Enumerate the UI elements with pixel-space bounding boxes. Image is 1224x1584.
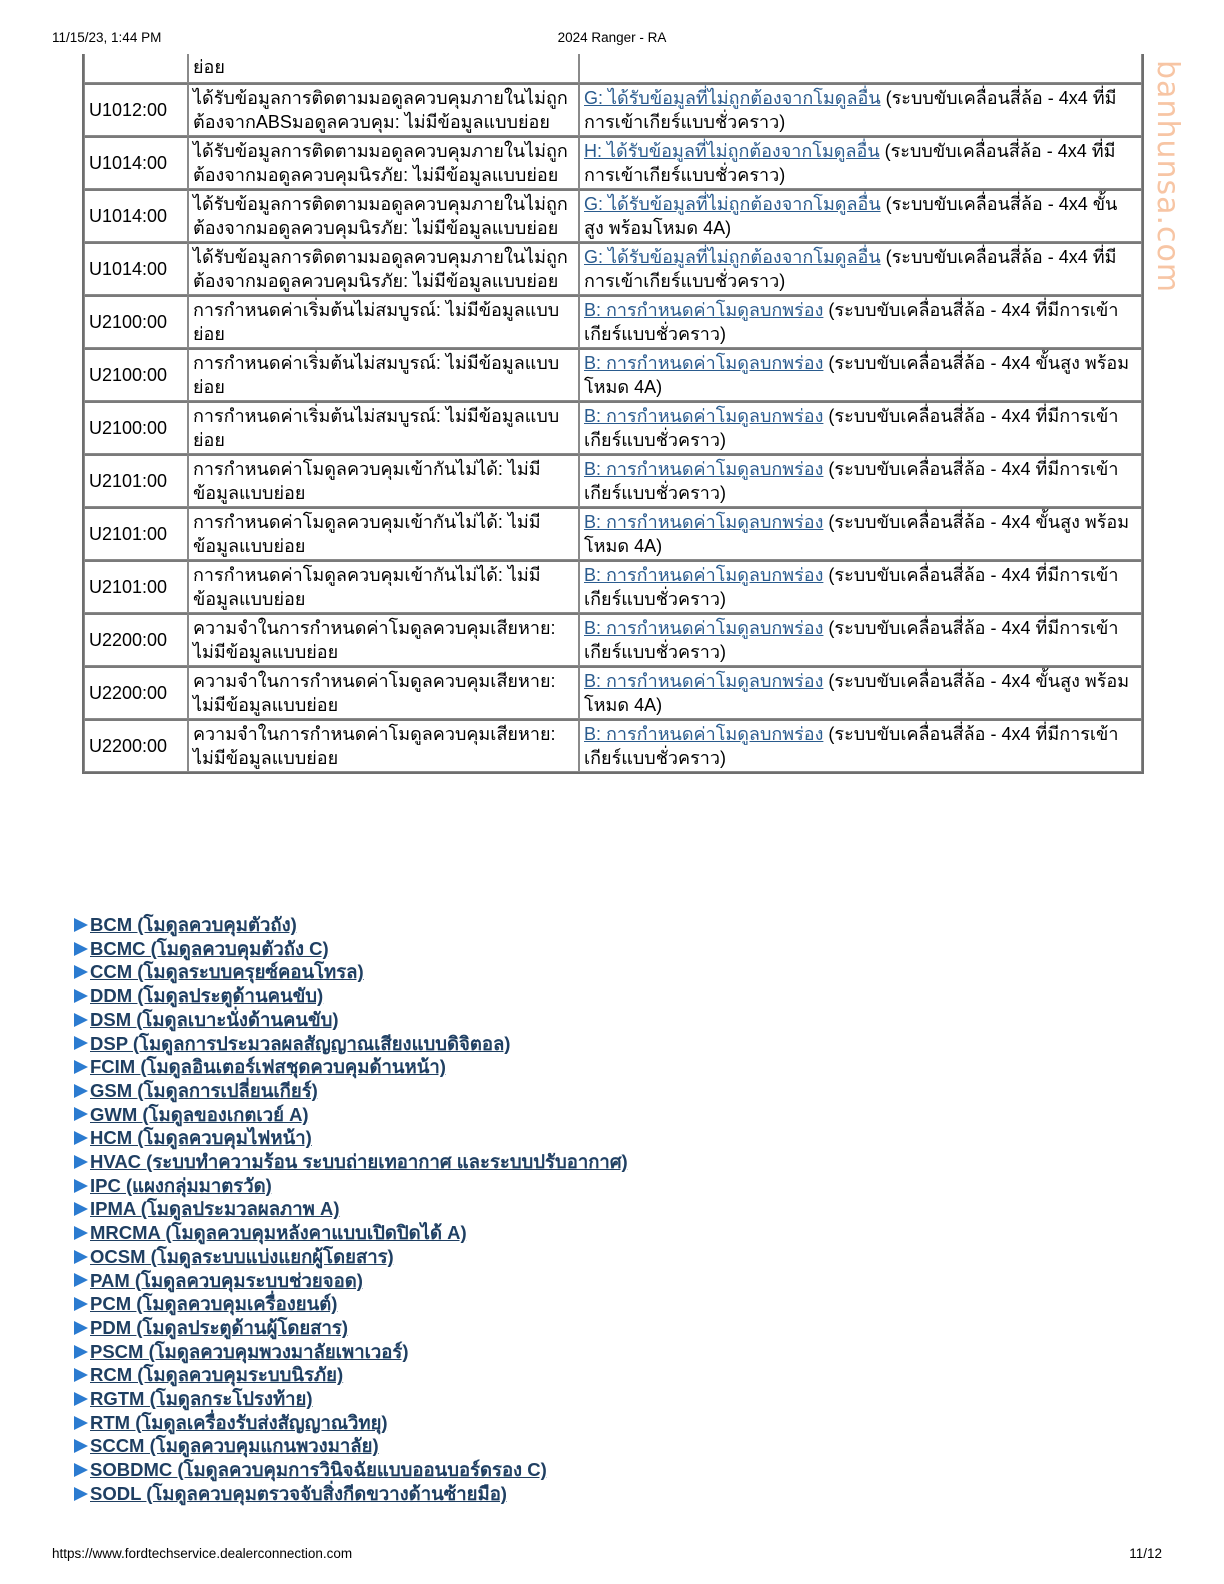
module-link[interactable]: PDM (โมดูลประตูด้านผู้โดยสาร) <box>90 1316 348 1338</box>
table-row <box>84 136 1142 189</box>
module-link[interactable]: HCM (โมดูลควบคุมไฟหน้า) <box>90 1127 312 1149</box>
module-list-item <box>74 1340 628 1364</box>
table-row <box>84 242 1142 295</box>
dtc-action-cell <box>579 54 1142 83</box>
module-link[interactable]: SODL (โมดูลควบคุมตรวจจับสิ่งกีดขวางด้านซ้ายมือ) <box>90 1482 507 1504</box>
module-list-item <box>74 1079 628 1103</box>
dtc-action-cell <box>579 242 1142 295</box>
dtc-description-cell: ความจำในการกำหนดค่าโมดูลควบคุมเสียหาย: ไม่มีข้อมูลแบบย่อย <box>188 666 579 719</box>
drivetrain-variant-note: (ระบบขับเคลื่อนสี่ล้อ - 4x4 ขั้นสูง พร้อมโหมด 4A) <box>584 353 1130 397</box>
pinpoint-test-link[interactable]: B: การกำหนดค่าโมดูลบกพร่อง <box>584 459 824 479</box>
module-link[interactable]: FCIM (โมดูลอินเตอร์เฟสชุดควบคุมด้านหน้า) <box>90 1056 446 1078</box>
table-row <box>84 401 1142 454</box>
module-list-item <box>74 1482 628 1506</box>
pinpoint-test-link[interactable]: H: ได้รับข้อมูลที่ไม่ถูกต้องจากโมดูลอื่น <box>584 141 880 161</box>
module-link[interactable]: CCM (โมดูลระบบครุยซ์คอนโทรล) <box>90 961 364 983</box>
drivetrain-variant-note: (ระบบขับเคลื่อนสี่ล้อ - 4x4 ที่มีการเข้าเกียร์แบบชั่วคราว) <box>584 724 1119 768</box>
print-header <box>52 30 1172 48</box>
module-list-item <box>74 960 628 984</box>
table-row-continued <box>84 54 1142 83</box>
expand-triangle-icon[interactable] <box>74 989 88 1003</box>
expand-triangle-icon[interactable] <box>74 1392 88 1406</box>
table-row <box>84 454 1142 507</box>
dtc-code-cell: U2101:00 <box>84 454 188 507</box>
table-row <box>84 189 1142 242</box>
print-datetime: 11/15/23, 1:44 PM <box>52 30 162 45</box>
expand-triangle-icon[interactable] <box>74 1036 88 1050</box>
expand-triangle-icon[interactable] <box>74 1321 88 1335</box>
module-link[interactable]: RTM (โมดูลเครื่องรับส่งสัญญาณวิทยุ) <box>90 1411 388 1433</box>
pinpoint-test-link[interactable]: G: ได้รับข้อมูลที่ไม่ถูกต้องจากโมดูลอื่น <box>584 247 881 267</box>
expand-triangle-icon[interactable] <box>74 918 88 932</box>
pinpoint-test-link[interactable]: G: ได้รับข้อมูลที่ไม่ถูกต้องจากโมดูลอื่น <box>584 194 881 214</box>
drivetrain-variant-note: (ระบบขับเคลื่อนสี่ล้อ - 4x4 ขั้นสูง พร้อมโหมด 4A) <box>584 512 1130 556</box>
dtc-description-cell: การกำหนดค่าเริ่มต้นไม่สมบูรณ์: ไม่มีข้อมูลแบบย่อย <box>188 295 579 348</box>
dtc-description-cell: การกำหนดค่าเริ่มต้นไม่สมบูรณ์: ไม่มีข้อมูลแบบย่อย <box>188 348 579 401</box>
module-link[interactable]: RGTM (โมดูลกระโปรงท้าย) <box>90 1388 313 1410</box>
module-list-item <box>74 913 628 937</box>
pinpoint-test-link[interactable]: B: การกำหนดค่าโมดูลบกพร่อง <box>584 406 824 426</box>
module-link-list <box>74 913 628 1506</box>
dtc-action-cell <box>579 136 1142 189</box>
module-list-item <box>74 1032 628 1056</box>
page-number: 11/12 <box>1129 1546 1162 1561</box>
expand-triangle-icon[interactable] <box>74 1155 88 1169</box>
pinpoint-test-link[interactable]: B: การกำหนดค่าโมดูลบกพร่อง <box>584 512 824 532</box>
expand-triangle-icon[interactable] <box>74 1179 88 1193</box>
expand-triangle-icon[interactable] <box>74 1416 88 1430</box>
dtc-code-cell: U1014:00 <box>84 189 188 242</box>
drivetrain-variant-note: (ระบบขับเคลื่อนสี่ล้อ - 4x4 ขั้นสูง พร้อมโหมด 4A) <box>584 671 1130 715</box>
dtc-table <box>82 54 1144 774</box>
dtc-action-cell <box>579 295 1142 348</box>
dtc-description-cell: ความจำในการกำหนดค่าโมดูลควบคุมเสียหาย: ไม่มีข้อมูลแบบย่อย <box>188 719 579 772</box>
drivetrain-variant-note: (ระบบขับเคลื่อนสี่ล้อ - 4x4 ที่มีการเข้าเกียร์แบบชั่วคราว) <box>584 406 1119 450</box>
module-link[interactable]: OCSM (โมดูลระบบแบ่งแยกผู้โดยสาร) <box>90 1245 394 1267</box>
module-link[interactable]: GWM (โมดูลของเกตเวย์ A) <box>90 1103 309 1125</box>
module-list-item <box>74 1316 628 1340</box>
expand-triangle-icon[interactable] <box>74 1013 88 1027</box>
dtc-code-cell: U1012:00 <box>84 83 188 136</box>
dtc-action-cell <box>579 348 1142 401</box>
print-url: https://www.fordtechservice.dealerconnection.com <box>52 1546 353 1561</box>
dtc-code-cell: U1014:00 <box>84 242 188 295</box>
dtc-description-cell: การกำหนดค่าโมดูลควบคุมเข้ากันไม่ได้: ไม่มีข้อมูลแบบย่อย <box>188 507 579 560</box>
module-link[interactable]: PCM (โมดูลควบคุมเครื่องยนต์) <box>90 1293 338 1315</box>
pinpoint-test-link[interactable]: G: ได้รับข้อมูลที่ไม่ถูกต้องจากโมดูลอื่น <box>584 88 881 108</box>
expand-triangle-icon[interactable] <box>74 1273 88 1287</box>
module-link[interactable]: DSP (โมดูลการประมวลผลสัญญาณเสียงแบบดิจิตอล) <box>90 1032 511 1054</box>
dtc-action-cell <box>579 613 1142 666</box>
drivetrain-variant-note: (ระบบขับเคลื่อนสี่ล้อ - 4x4 ที่มีการเข้าเกียร์แบบชั่วคราว) <box>584 247 1117 291</box>
module-list-item <box>74 1103 628 1127</box>
dtc-action-cell <box>579 189 1142 242</box>
drivetrain-variant-note: (ระบบขับเคลื่อนสี่ล้อ - 4x4 ที่มีการเข้าเกียร์แบบชั่วคราว) <box>584 618 1119 662</box>
expand-triangle-icon[interactable] <box>74 1084 88 1098</box>
expand-triangle-icon[interactable] <box>74 1463 88 1477</box>
table-row <box>84 348 1142 401</box>
module-link[interactable]: PAM (โมดูลควบคุมระบบช่วยจอด) <box>90 1269 363 1291</box>
dtc-code-cell: U2101:00 <box>84 560 188 613</box>
expand-triangle-icon[interactable] <box>74 1226 88 1240</box>
dtc-code-cell: U2100:00 <box>84 295 188 348</box>
module-list-item <box>74 1458 628 1482</box>
drivetrain-variant-note: (ระบบขับเคลื่อนสี่ล้อ - 4x4 ขั้นสูง พร้อมโหมด 4A) <box>584 194 1118 238</box>
module-link[interactable]: BCM (โมดูลควบคุมตัวถัง) <box>90 914 297 935</box>
module-link[interactable]: BCMC (โมดูลควบคุมตัวถัง C) <box>90 937 329 959</box>
dtc-description-cell: การกำหนดค่าโมดูลควบคุมเข้ากันไม่ได้: ไม่มีข้อมูลแบบย่อย <box>188 454 579 507</box>
expand-triangle-icon[interactable] <box>74 1060 88 1074</box>
dtc-action-cell <box>579 454 1142 507</box>
dtc-code-cell <box>84 54 188 83</box>
expand-triangle-icon[interactable] <box>74 1487 88 1501</box>
dtc-description-cell: ได้รับข้อมูลการติดตามมอดูลควบคุมภายในไม่ถูกต้องจากABSมอดูลควบคุม: ไม่มีข้อมูลแบบย่อย <box>188 83 579 136</box>
module-link[interactable]: SCCM (โมดูลควบคุมแกนพวงมาลัย) <box>90 1435 379 1457</box>
module-list-item <box>74 1269 628 1293</box>
expand-triangle-icon[interactable] <box>74 1439 88 1453</box>
module-list-item <box>74 1387 628 1411</box>
dtc-description-cell: ได้รับข้อมูลการติดตามมอดูลควบคุมภายในไม่ถูกต้องจากมอดูลควบคุมนิรภัย: ไม่มีข้อมูลแบบย่อย <box>188 136 579 189</box>
dtc-action-cell <box>579 401 1142 454</box>
pinpoint-test-link[interactable]: B: การกำหนดค่าโมดูลบกพร่อง <box>584 724 824 744</box>
pinpoint-test-link[interactable]: B: การกำหนดค่าโมดูลบกพร่อง <box>584 618 824 638</box>
dtc-code-cell: U2200:00 <box>84 613 188 666</box>
module-link[interactable]: DDM (โมดูลประตูด้านคนขับ) <box>90 985 324 1007</box>
module-link[interactable]: HVAC (ระบบทำความร้อน ระบบถ่ายเทอากาศ และระบบปรับอากาศ) <box>90 1151 628 1173</box>
module-link[interactable]: IPC (แผงกลุ่มมาตรวัด) <box>90 1174 272 1196</box>
table-row <box>84 507 1142 560</box>
table-row <box>84 560 1142 613</box>
expand-triangle-icon[interactable] <box>74 965 88 979</box>
dtc-action-cell <box>579 83 1142 136</box>
dtc-description-cell: การกำหนดค่าโมดูลควบคุมเข้ากันไม่ได้: ไม่มีข้อมูลแบบย่อย <box>188 560 579 613</box>
dtc-description-cell: ความจำในการกำหนดค่าโมดูลควบคุมเสียหาย: ไม่มีข้อมูลแบบย่อย <box>188 613 579 666</box>
expand-triangle-icon[interactable] <box>74 1368 88 1382</box>
dtc-code-cell: U2100:00 <box>84 348 188 401</box>
dtc-code-cell: U2200:00 <box>84 719 188 772</box>
expand-triangle-icon[interactable] <box>74 1250 88 1264</box>
module-list-item <box>74 1363 628 1387</box>
drivetrain-variant-note: (ระบบขับเคลื่อนสี่ล้อ - 4x4 ที่มีการเข้าเกียร์แบบชั่วคราว) <box>584 88 1117 132</box>
dtc-description-cell: การกำหนดค่าเริ่มต้นไม่สมบูรณ์: ไม่มีข้อมูลแบบย่อย <box>188 401 579 454</box>
print-title: 2024 Ranger - RA <box>557 30 667 45</box>
module-list-item <box>74 1434 628 1458</box>
table-row <box>84 719 1142 772</box>
dtc-code-cell: U1014:00 <box>84 136 188 189</box>
pinpoint-test-link[interactable]: B: การกำหนดค่าโมดูลบกพร่อง <box>584 565 824 585</box>
table-row <box>84 613 1142 666</box>
module-link[interactable]: IPMA (โมดูลประมวลผลภาพ A) <box>90 1198 340 1220</box>
module-link-section <box>74 913 628 1506</box>
pinpoint-test-link[interactable]: B: การกำหนดค่าโมดูลบกพร่อง <box>584 300 824 320</box>
expand-triangle-icon[interactable] <box>74 1131 88 1145</box>
module-list-item <box>74 1055 628 1079</box>
watermark: banhunsa.com <box>1150 60 1185 294</box>
module-list-item <box>74 1197 628 1221</box>
table-row <box>84 83 1142 136</box>
module-list-item <box>74 1008 628 1032</box>
pinpoint-test-link[interactable]: B: การกำหนดค่าโมดูลบกพร่อง <box>584 353 824 373</box>
dtc-action-cell <box>579 560 1142 613</box>
dtc-code-cell: U2101:00 <box>84 507 188 560</box>
drivetrain-variant-note: (ระบบขับเคลื่อนสี่ล้อ - 4x4 ที่มีการเข้าเกียร์แบบชั่วคราว) <box>584 459 1119 503</box>
module-link[interactable]: GSM (โมดูลการเปลี่ยนเกียร์) <box>90 1079 318 1101</box>
dtc-code-cell: U2200:00 <box>84 666 188 719</box>
module-list-item <box>74 1126 628 1150</box>
module-link[interactable]: MRCMA (โมดูลควบคุมหลังคาแบบเปิดปิดได้ A) <box>90 1222 467 1244</box>
module-list-item <box>74 1411 628 1435</box>
dtc-description-cell: ได้รับข้อมูลการติดตามมอดูลควบคุมภายในไม่ถูกต้องจากมอดูลควบคุมนิรภัย: ไม่มีข้อมูลแบบย่อย <box>188 189 579 242</box>
module-list-item <box>74 1245 628 1269</box>
dtc-action-cell <box>579 507 1142 560</box>
expand-triangle-icon[interactable] <box>74 942 88 956</box>
print-footer <box>52 1546 1162 1564</box>
module-link[interactable]: RCM (โมดูลควบคุมระบบนิรภัย) <box>90 1364 344 1386</box>
module-list-item <box>74 1221 628 1245</box>
table-row <box>84 295 1142 348</box>
dtc-code-cell: U2100:00 <box>84 401 188 454</box>
module-link[interactable]: DSM (โมดูลเบาะนั่งด้านคนขับ) <box>90 1008 339 1030</box>
module-link[interactable]: SOBDMC (โมดูลควบคุมการวินิจฉัยแบบออนบอร์ดรอง C) <box>90 1459 547 1481</box>
module-list-item <box>74 1292 628 1316</box>
module-list-item <box>74 1150 628 1174</box>
module-link[interactable]: PSCM (โมดูลควบคุมพวงมาลัยเพาเวอร์) <box>90 1340 409 1362</box>
drivetrain-variant-note: (ระบบขับเคลื่อนสี่ล้อ - 4x4 ที่มีการเข้าเกียร์แบบชั่วคราว) <box>584 565 1119 609</box>
table-row <box>84 666 1142 719</box>
dtc-description-cell: ย่อย <box>188 54 579 83</box>
drivetrain-variant-note: (ระบบขับเคลื่อนสี่ล้อ - 4x4 ที่มีการเข้าเกียร์แบบชั่วคราว) <box>584 300 1119 344</box>
module-list-item <box>74 984 628 1008</box>
expand-triangle-icon[interactable] <box>74 1345 88 1359</box>
drivetrain-variant-note: (ระบบขับเคลื่อนสี่ล้อ - 4x4 ที่มีการเข้าเกียร์แบบชั่วคราว) <box>584 141 1116 185</box>
module-list-item <box>74 1174 628 1198</box>
expand-triangle-icon[interactable] <box>74 1202 88 1216</box>
module-list-item <box>74 937 628 961</box>
expand-triangle-icon[interactable] <box>74 1297 88 1311</box>
dtc-action-cell <box>579 719 1142 772</box>
dtc-description-cell: ได้รับข้อมูลการติดตามมอดูลควบคุมภายในไม่ถูกต้องจากมอดูลควบคุมนิรภัย: ไม่มีข้อมูลแบบย่อย <box>188 242 579 295</box>
pinpoint-test-link[interactable]: B: การกำหนดค่าโมดูลบกพร่อง <box>584 671 824 691</box>
expand-triangle-icon[interactable] <box>74 1107 88 1121</box>
dtc-action-cell <box>579 666 1142 719</box>
